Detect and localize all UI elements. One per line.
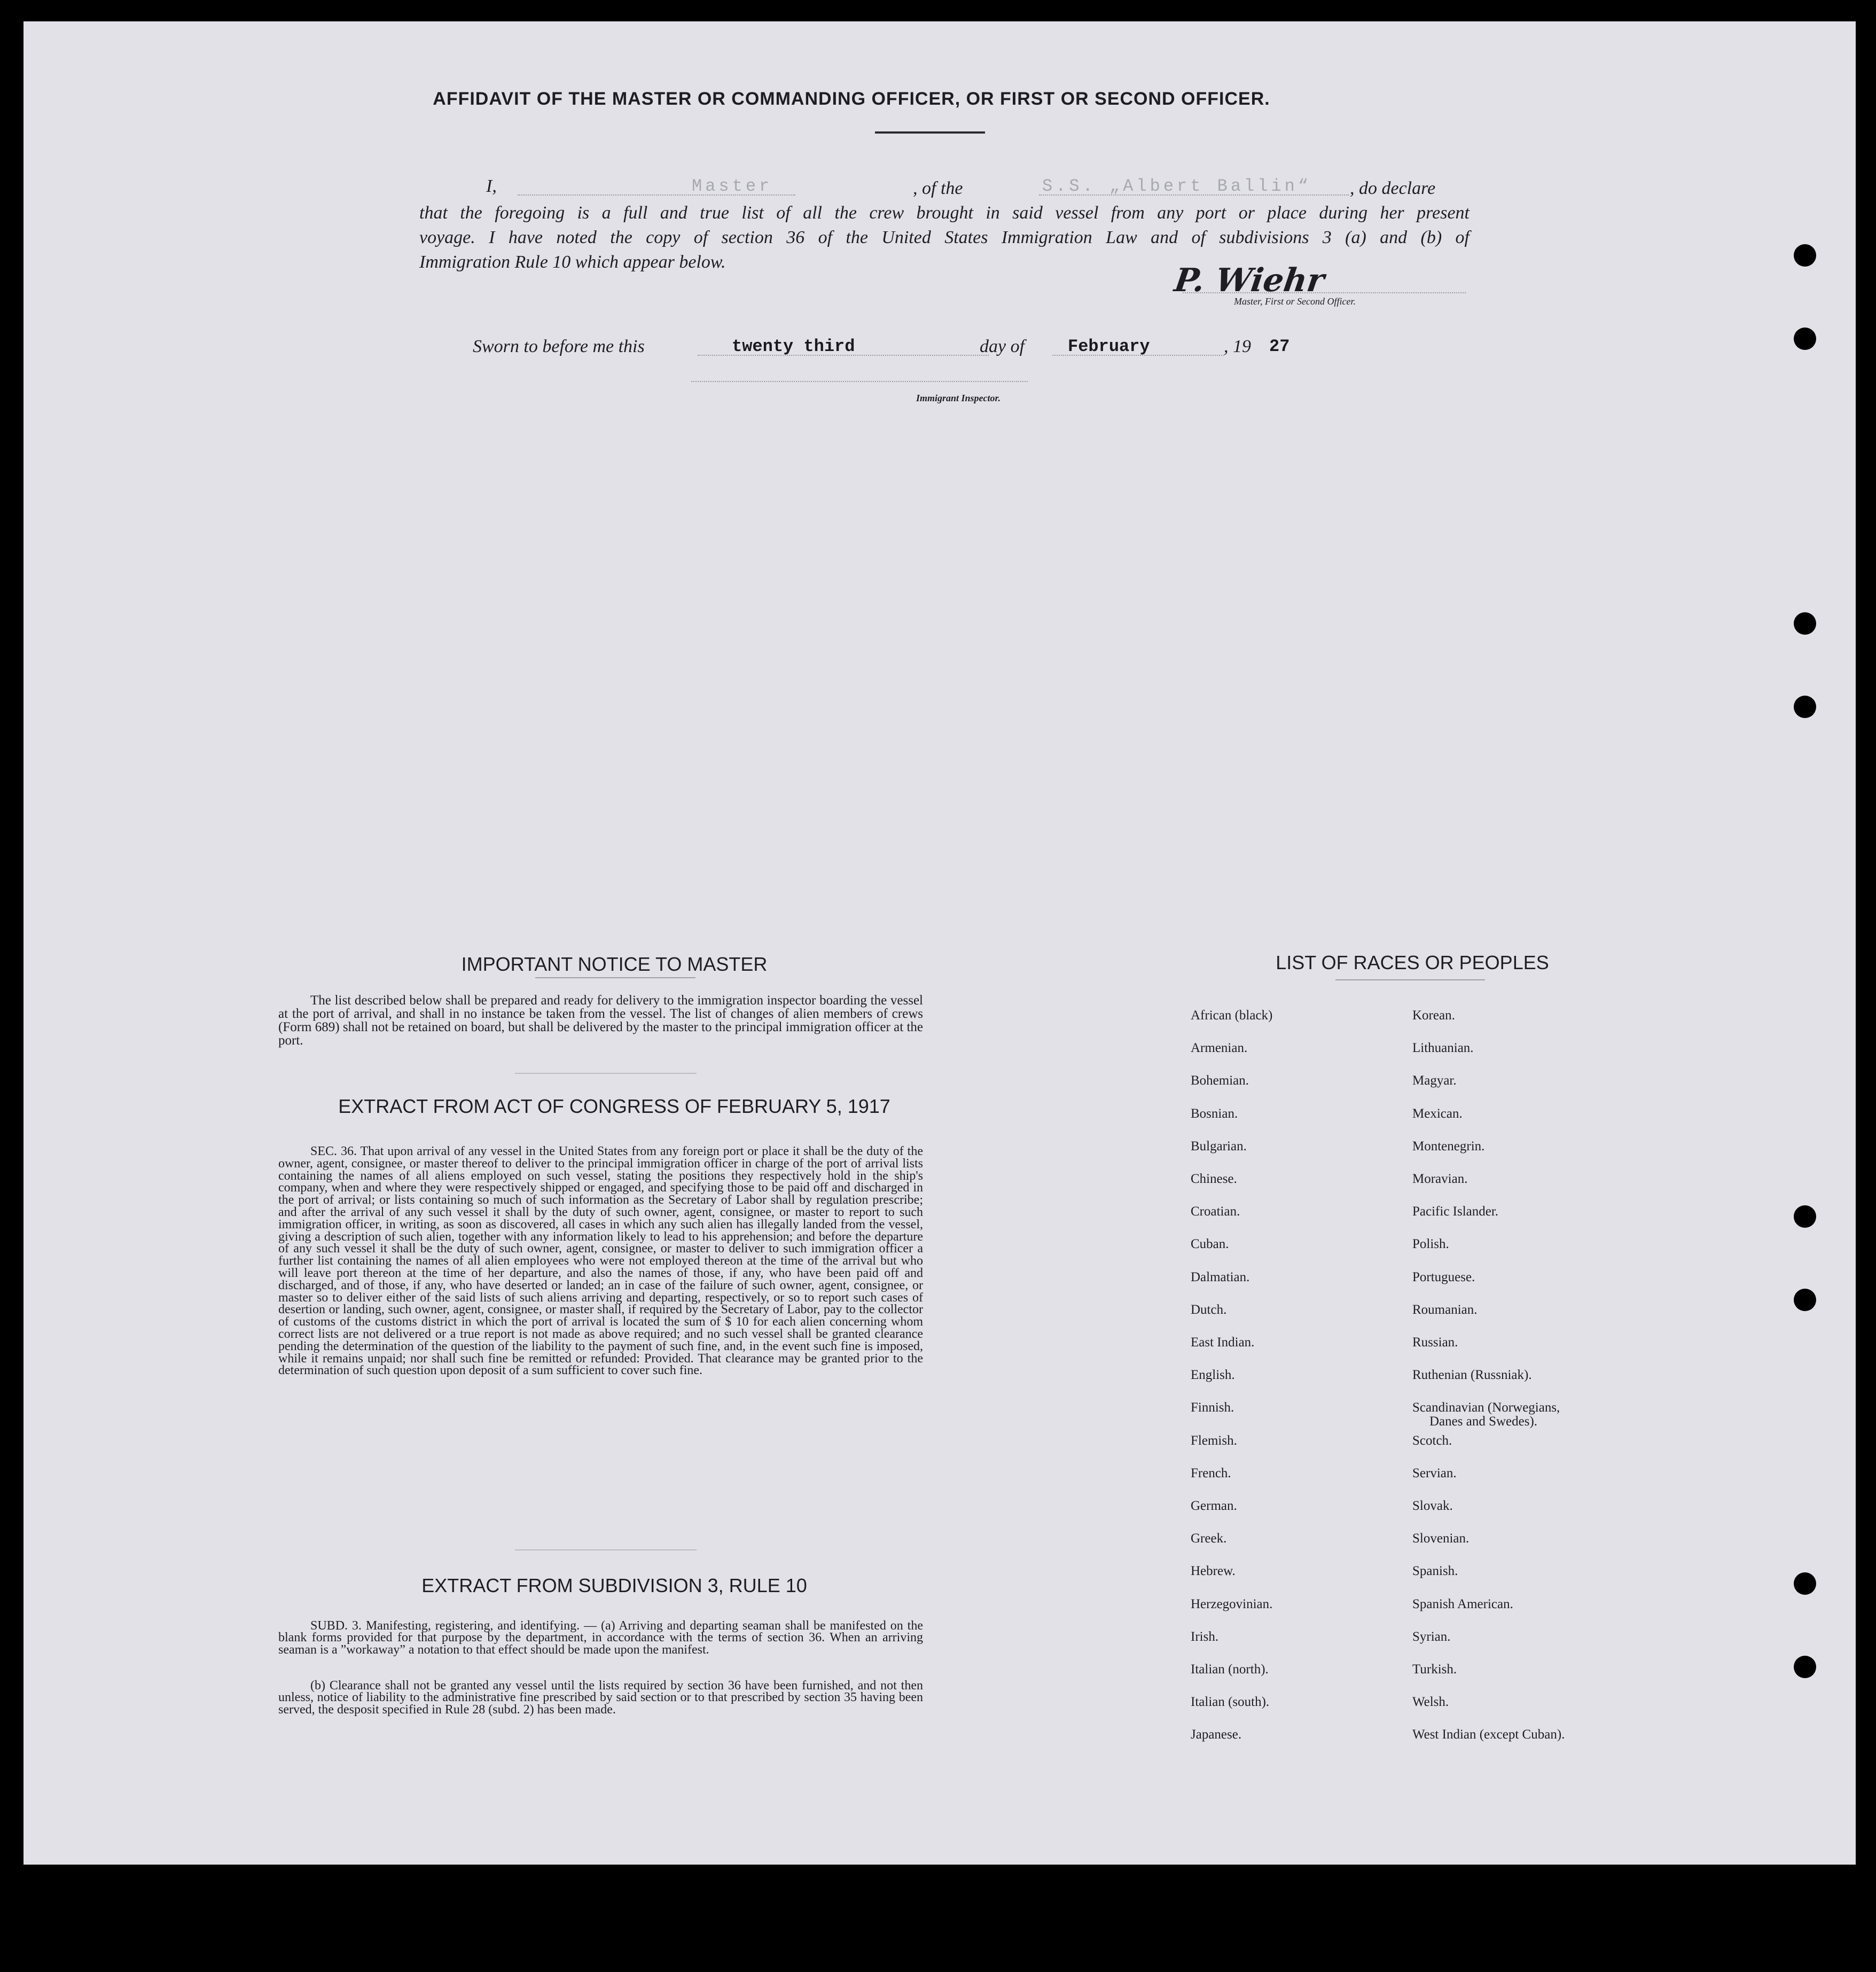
races-divider: [1335, 979, 1485, 980]
race-item: Japanese.: [1191, 1727, 1242, 1742]
day-of-label: day of: [980, 337, 1025, 356]
section-divider: [515, 1073, 697, 1074]
declaration-i: I,: [486, 176, 497, 196]
race-item: French.: [1191, 1466, 1231, 1480]
notice-divider: [535, 977, 695, 978]
race-item: Slovenian.: [1412, 1531, 1469, 1546]
notice-text: The list described below shall be prepared and ready for delivery to the immigration inspector boarding the vessel at the port of arrival, and shall in no instance be taken from the vessel. The list of changes of alien members of crews (Form 689) shall not be retained on board, but shall be delivered by the master to the principal immigration officer at the port.: [278, 993, 923, 1048]
declaration-line-3: voyage. I have noted the copy of section 36 of the United States Immigration Law and of subdivisions 3 (a) and (b) of: [419, 228, 1469, 247]
race-item: Italian (north).: [1191, 1662, 1269, 1677]
race-item: Flemish.: [1191, 1433, 1237, 1448]
race-item: Roumanian.: [1412, 1302, 1478, 1317]
race-item: Irish.: [1191, 1629, 1219, 1644]
race-item: English.: [1191, 1368, 1235, 1383]
race-item: Herzegovinian.: [1191, 1596, 1273, 1611]
race-item: Scotch.: [1412, 1433, 1452, 1448]
race-item: Slovak.: [1412, 1499, 1453, 1513]
race-item: Bohemian.: [1191, 1073, 1249, 1088]
race-item: Lithuanian.: [1412, 1041, 1474, 1056]
race-item: Greek.: [1191, 1531, 1227, 1546]
race-item: Turkish.: [1412, 1662, 1457, 1677]
race-item: Moravian.: [1412, 1172, 1468, 1186]
race-item: Magyar.: [1412, 1073, 1457, 1088]
typed-name: Master: [692, 176, 773, 196]
race-item: Russian.: [1412, 1335, 1458, 1350]
race-item: Portuguese.: [1412, 1269, 1475, 1284]
race-item: Finnish.: [1191, 1400, 1234, 1415]
race-item: Danes and Swedes).: [1429, 1414, 1538, 1429]
punch-hole: [1794, 696, 1816, 718]
race-item: Scandinavian (Norwegians,: [1412, 1400, 1560, 1415]
race-item: Dutch.: [1191, 1302, 1227, 1317]
punch-hole: [1794, 612, 1816, 635]
race-item: Mexican.: [1412, 1106, 1463, 1121]
signature-dotted-line: [1183, 292, 1466, 293]
punch-hole: [1794, 1572, 1816, 1595]
race-item: Servian.: [1412, 1466, 1457, 1480]
race-item: Syrian.: [1412, 1629, 1451, 1644]
declare-label: , do declare: [1350, 178, 1436, 198]
race-item: Italian (south).: [1191, 1695, 1270, 1710]
punch-hole: [1794, 244, 1816, 267]
officer-signature: P. Wiehr: [1172, 262, 1327, 299]
act-text: SEC. 36. That upon arrival of any vessel in the United States from any foreign port or place it shall be the duty of the owner, agent, consignee, or master thereof to deliver to the principal immigration officer in charge of the port of arrival lists containing the names of all aliens employed on such vessel, stating the positions they respectively hold in the ship's company, when and where they were respectively shipped or engaged, and specifying those to be paid off and discharged in the port of arrival; or lists containing so much of such information as the Secretary of Labor shall by regulation prescribe; and after the arrival of any such vessel it shall by the duty of such owner, agent, consignee, or master to report to such immigration officer, in writing, as soon as discovered, all cases in which any such alien has illegally landed from the vessel, giving a description of such alien, together with any information likely to lead to his apprehension; and before the departure of any such vessel it shall be the duty of such owner, agent, consignee, or master to deliver to such immigration officer a further list containing the names of all alien employees who were not employed thereon at the time of the arrival but who will leave port thereon at the time of her departure, and also the names of those, if any, who have been paid off and discharged, and of those, if any, who have deserted or landed; an in case of the failure of such owner, agent, consignee, or master so to deliver either of the said lists of such aliens arriving and departing, respectively, or so to report such cases of desertion or landing, such owner, agent, consignee, or master shall, if required by the Secretary of Labor, pay to the collector of customs of the customs district in which the port of arrival is located the sum of $ 10 for each alien concerning whom correct lists are not delivered or a true report is not made as above required; and no such vessel shall be granted clearance pending the determination of the question of the liability to the payment of such fine, and, in the event such fine is imposed, while it remains unpaid; nor shall such fine be remitted or refunded: Provided. That clearance may be granted prior to the determination of such question upon deposit of a sum sufficient to cover such fine.: [278, 1144, 923, 1378]
race-item: Polish.: [1412, 1237, 1449, 1252]
title-divider: [875, 131, 985, 134]
rule-text-b: (b) Clearance shall not be granted any vessel until the lists required by section 36 have been furnished, and not then unless, notice of liability to the administrative fine prescribed by said section or to that prescribed by section 35 having been served, the desposit specified in Rule 28 (subd. 2) has been made.: [278, 1679, 923, 1717]
declaration-line-2: that the foregoing is a full and true list of all the crew brought in said vessel from any port or place during her present: [419, 203, 1469, 223]
race-item: Croatian.: [1191, 1204, 1240, 1219]
race-item: West Indian (except Cuban).: [1412, 1727, 1565, 1742]
race-item: Korean.: [1412, 1008, 1455, 1023]
race-item: Montenegrin.: [1412, 1139, 1485, 1153]
races-title: LIST OF RACES OR PEOPLES: [1276, 952, 1549, 973]
race-item: German.: [1191, 1499, 1237, 1513]
race-item: Chinese.: [1191, 1172, 1237, 1186]
race-item: African (black): [1191, 1008, 1273, 1023]
typed-vessel-name: S.S. „Albert Ballin“: [1042, 176, 1312, 196]
inspector-dotted-line: [691, 381, 1028, 382]
document-page: [24, 21, 1856, 1865]
affidavit-title: AFFIDAVIT OF THE MASTER OR COMMANDING OFFICER, OR FIRST OR SECOND OFFICER.: [433, 89, 1270, 109]
sworn-year: 27: [1269, 337, 1290, 356]
race-item: Hebrew.: [1191, 1564, 1236, 1579]
section-divider: [515, 1549, 697, 1550]
rule-text-a: SUBD. 3. Manifesting, registering, and identifying. — (a) Arriving and departing seaman shall be manifested on the blank forms provided for that purpose by the department, in accordance with the terms of section 36. When an arriving seaman is a ”workaway” a notation to that effect should be made upon the manifest.: [278, 1619, 923, 1657]
race-item: Dalmatian.: [1191, 1269, 1250, 1284]
race-item: East Indian.: [1191, 1335, 1255, 1350]
sworn-day: twenty third: [732, 337, 855, 356]
race-item: Bulgarian.: [1191, 1139, 1247, 1153]
act-title: EXTRACT FROM ACT OF CONGRESS OF FEBRUARY 5, 1917: [338, 1095, 890, 1117]
punch-hole: [1794, 1289, 1816, 1311]
race-item: Armenian.: [1191, 1041, 1248, 1056]
race-item: Cuban.: [1191, 1237, 1229, 1252]
race-item: Spanish American.: [1412, 1596, 1513, 1611]
punch-hole: [1794, 1656, 1816, 1678]
race-item: Ruthenian (Russniak).: [1412, 1368, 1532, 1383]
punch-hole: [1794, 1205, 1816, 1228]
sworn-month: February: [1068, 337, 1150, 356]
declaration-line-4: Immigration Rule 10 which appear below.: [419, 252, 726, 272]
race-item: Pacific Islander.: [1412, 1204, 1499, 1219]
inspector-caption: Immigrant Inspector.: [916, 393, 1001, 403]
signature-caption: Master, First or Second Officer.: [1234, 296, 1356, 307]
race-item: Spanish.: [1412, 1564, 1458, 1579]
race-item: Bosnian.: [1191, 1106, 1238, 1121]
race-item: Welsh.: [1412, 1695, 1449, 1710]
of-the-label: , of the: [913, 178, 963, 198]
year-prefix: , 19: [1224, 337, 1251, 356]
punch-hole: [1794, 328, 1816, 350]
notice-title: IMPORTANT NOTICE TO MASTER: [461, 953, 768, 975]
rule-title: EXTRACT FROM SUBDIVISION 3, RULE 10: [421, 1575, 807, 1596]
sworn-label: Sworn to before me this: [473, 337, 645, 356]
